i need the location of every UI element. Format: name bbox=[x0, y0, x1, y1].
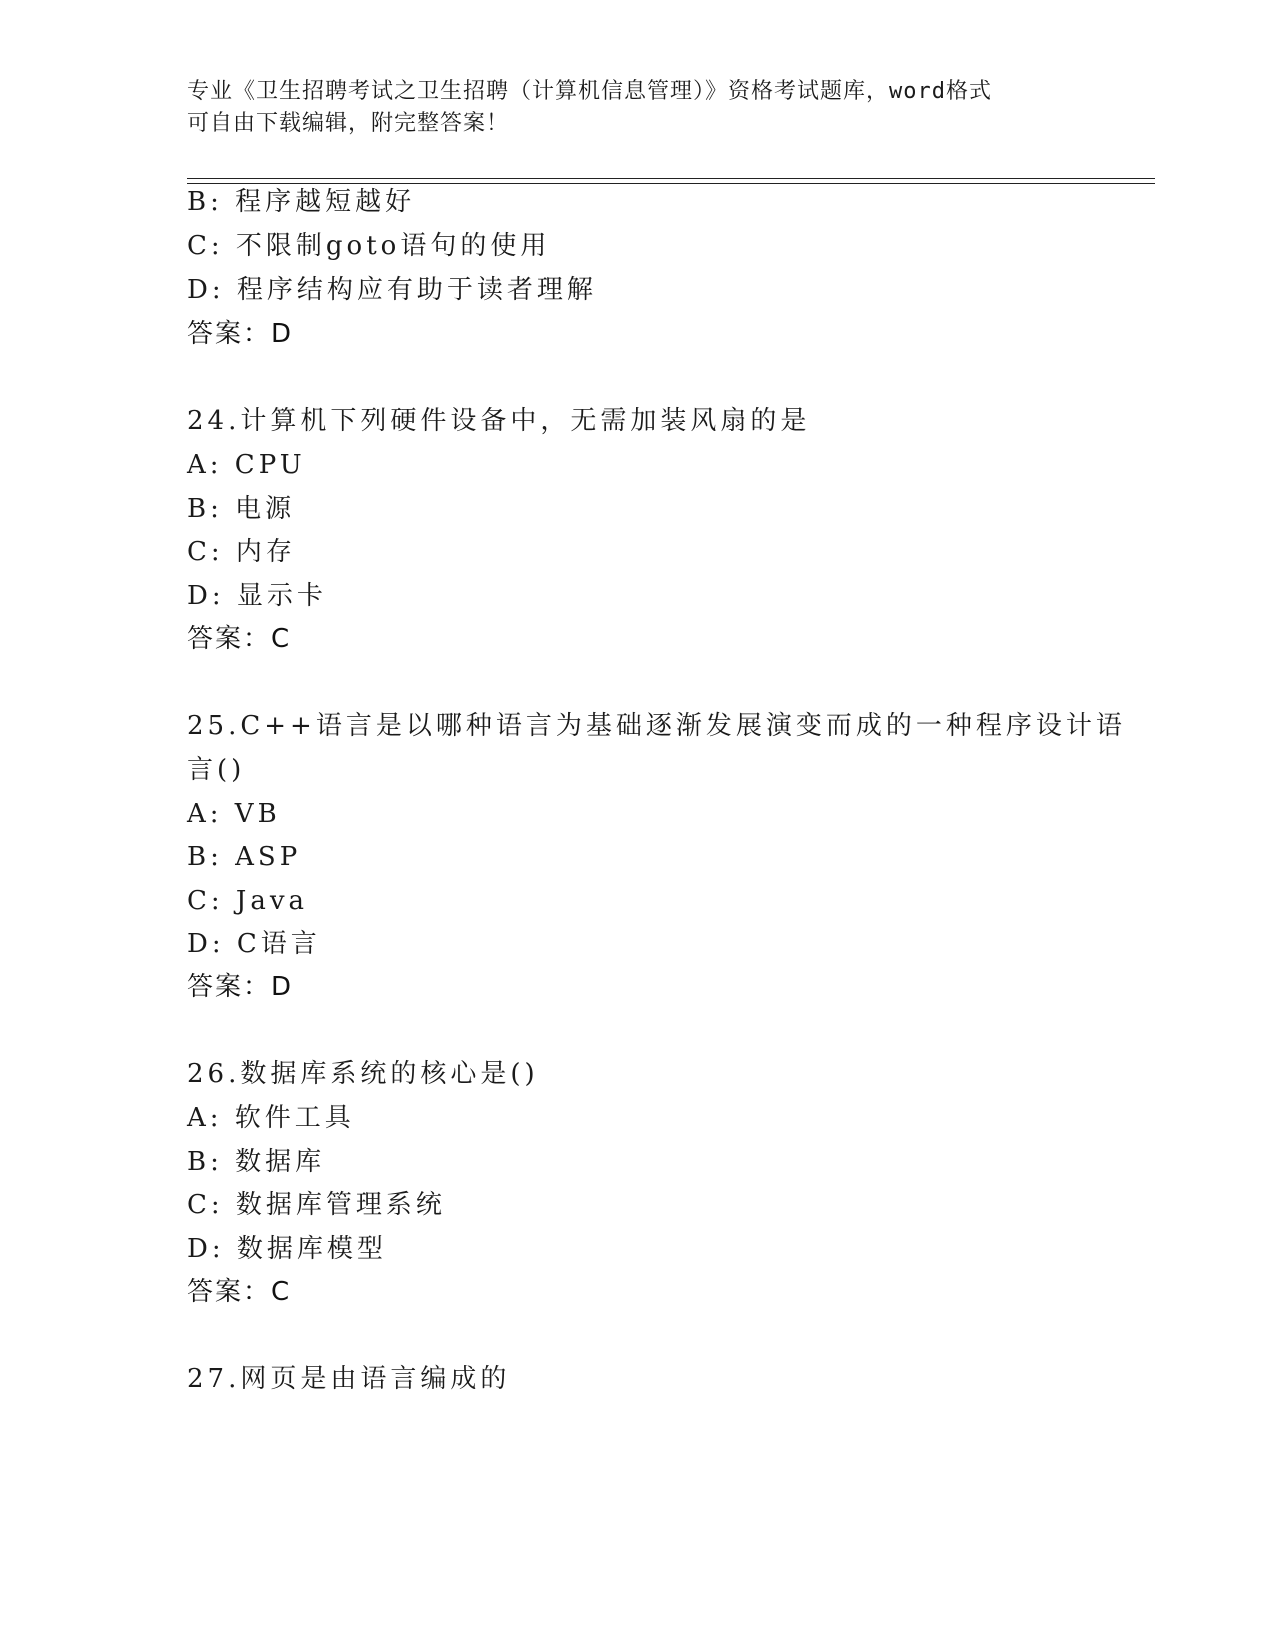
option-c: C: 不限制goto语句的使用 bbox=[187, 231, 551, 261]
answer-label: 答案：D bbox=[187, 972, 294, 1002]
option-b: B: ASP bbox=[187, 842, 302, 872]
option-c: C: Java bbox=[187, 886, 309, 916]
option-d: D: 显示卡 bbox=[187, 581, 327, 611]
question-stem: 26.数据库系统的核心是() bbox=[187, 1059, 539, 1089]
option-a: A: 软件工具 bbox=[187, 1103, 355, 1133]
question-stem: 27.网页是由语言编成的 bbox=[187, 1364, 511, 1394]
option-d: D: 程序结构应有助于读者理解 bbox=[187, 275, 597, 305]
option-d: D: 数据库模型 bbox=[187, 1234, 387, 1264]
option-b: B: 数据库 bbox=[187, 1147, 326, 1177]
header-line-1: 专业《卫生招聘考试之卫生招聘（计算机信息管理）》资格考试题库，word格式 bbox=[187, 79, 992, 104]
header-divider-bottom bbox=[187, 183, 1155, 184]
document-header bbox=[187, 76, 1087, 140]
answer-label: 答案：D bbox=[187, 319, 294, 349]
option-c: C: 数据库管理系统 bbox=[187, 1190, 446, 1220]
option-c: C: 内存 bbox=[187, 537, 296, 567]
answer-label: 答案：C bbox=[187, 1277, 292, 1307]
option-a: A: CPU bbox=[187, 450, 306, 480]
question-stem-continued: 言() bbox=[187, 755, 246, 785]
header-divider-top bbox=[187, 178, 1155, 179]
option-a: A: VB bbox=[187, 799, 281, 829]
question-stem: 25.C++语言是以哪种语言为基础逐渐发展演变而成的一种程序设计语 bbox=[187, 711, 1126, 741]
answer-label: 答案：C bbox=[187, 624, 292, 654]
option-b: B: 电源 bbox=[187, 494, 296, 524]
option-d: D: C语言 bbox=[187, 929, 321, 959]
option-b: B: 程序越短越好 bbox=[187, 187, 416, 217]
question-stem: 24.计算机下列硬件设备中，无需加装风扇的是 bbox=[187, 406, 811, 436]
header-line-2: 可自由下载编辑，附完整答案！ bbox=[187, 111, 510, 136]
